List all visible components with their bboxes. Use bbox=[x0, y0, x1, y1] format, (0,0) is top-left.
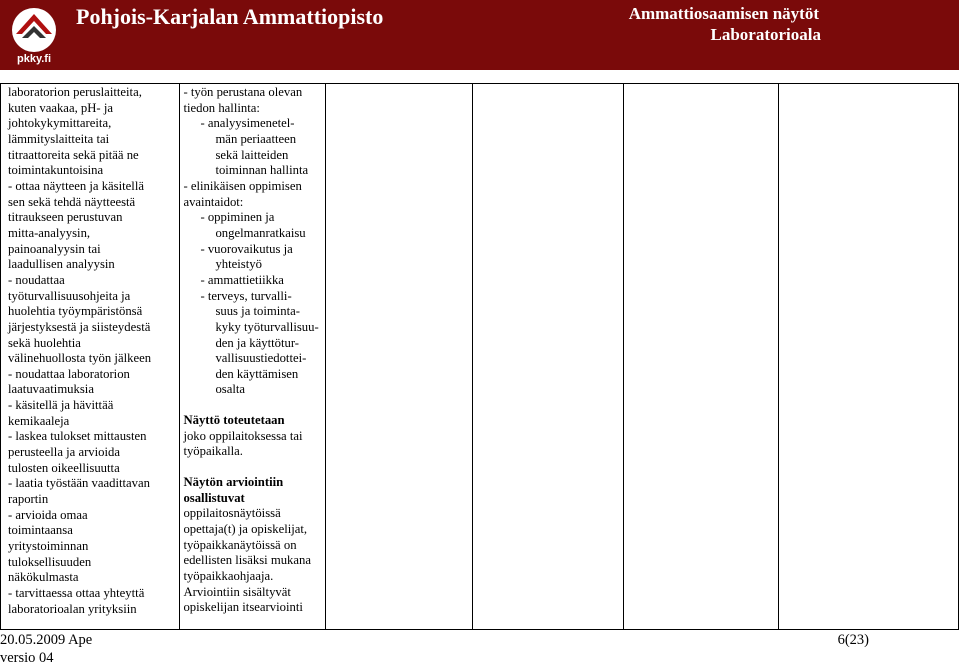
skill-line: - laskea tulokset mittausten bbox=[8, 429, 147, 444]
skills-cell bbox=[1, 84, 180, 630]
arviointi-heading-line: Näytön arviointiin bbox=[183, 475, 284, 490]
naytto-line: työpaikalla. bbox=[183, 444, 243, 459]
skill-line: lämmityslaitteita tai bbox=[8, 131, 110, 146]
skill-line: laatuvaatimuksia bbox=[8, 382, 94, 397]
skill-line: välinehuollosta työn jälkeen bbox=[8, 351, 152, 366]
logo-text: pkky.fi bbox=[16, 53, 52, 65]
arviointi-line: oppilaitosnäytöissä bbox=[183, 506, 281, 521]
knowledge-line: vallisuustiedottei- bbox=[215, 351, 307, 366]
footer-date: 20.05.2009 Ape bbox=[0, 632, 93, 648]
empty-cell-3 bbox=[326, 84, 473, 630]
skill-line: titraukseen perustuvan bbox=[8, 210, 123, 225]
skill-line: laboratorion peruslaitteita, bbox=[8, 85, 142, 99]
arviointi-line: edellisten lisäksi mukana bbox=[183, 553, 311, 568]
knowledge-line: - terveys, turvalli- bbox=[200, 288, 292, 303]
knowledge-line: - elinikäisen oppimisen bbox=[183, 178, 302, 193]
arviointi-heading bbox=[183, 475, 325, 506]
skill-line: - arvioida omaa bbox=[8, 507, 88, 522]
arviointi-line: opettaja(t) ja opiskelijat, bbox=[183, 522, 308, 537]
skill-line: huolehtia työympäristönsä bbox=[8, 304, 143, 319]
knowledge-line: den käyttämisen bbox=[215, 366, 299, 381]
header-bar bbox=[0, 0, 959, 70]
skill-line: tulosten oikeellisuutta bbox=[8, 460, 120, 475]
skill-line: - noudattaa laboratorion bbox=[8, 366, 130, 381]
doc-title: Ammattiosaamisen näytöt bbox=[628, 4, 819, 23]
knowledge-line: - ammattietiikka bbox=[200, 272, 284, 287]
empty-cell-6 bbox=[779, 84, 959, 630]
knowledge-line: suus ja toiminta- bbox=[215, 304, 301, 319]
skill-line: - tarvittaessa ottaa yhteyttä bbox=[8, 586, 145, 600]
skill-line: laadullisen analyysin bbox=[8, 257, 115, 272]
arviointi-line: työpaikkanäytöissä on bbox=[183, 537, 297, 552]
empty-cell-5 bbox=[623, 84, 779, 630]
knowledge-cell bbox=[180, 84, 326, 630]
page-number: 6(23) bbox=[837, 632, 869, 648]
knowledge-line: ongelmanratkaisu bbox=[215, 225, 306, 240]
skill-line: järjestyksestä ja siisteydestä bbox=[8, 319, 151, 334]
skill-line: - käsitellä ja hävittää bbox=[8, 398, 114, 413]
skill-line: toimintaansa bbox=[8, 523, 73, 538]
skill-line: titraattoreita sekä pitää ne bbox=[8, 147, 139, 162]
table-row bbox=[1, 84, 959, 630]
footer-left bbox=[0, 631, 92, 667]
knowledge-line: tiedon hallinta: bbox=[183, 100, 260, 115]
skill-line: toimintakuntoisina bbox=[8, 163, 104, 178]
skill-line: työturvallisuusohjeita ja bbox=[8, 288, 131, 303]
naytto-line: joko oppilaitoksessa tai bbox=[183, 428, 303, 443]
pkky-logo bbox=[6, 4, 62, 66]
skill-line: laboratorioalan yrityksiin bbox=[8, 601, 137, 616]
knowledge-line: den ja käyttötur- bbox=[215, 335, 300, 350]
skill-line: - noudattaa bbox=[8, 272, 65, 287]
knowledge-line: män periaatteen bbox=[215, 131, 297, 146]
knowledge-line: toiminnan hallinta bbox=[215, 163, 309, 178]
naytto-heading: Näyttö toteutetaan bbox=[183, 413, 285, 428]
knowledge-line: kyky työturvallisuu- bbox=[215, 319, 319, 334]
skill-line: johtokykymittareita, bbox=[8, 116, 112, 131]
skill-line: painoanalyysin tai bbox=[8, 241, 101, 256]
skill-line: perusteella ja arvioida bbox=[8, 445, 121, 460]
knowledge-line: sekä laitteiden bbox=[215, 147, 289, 162]
skill-line: sekä huolehtia bbox=[8, 335, 81, 350]
naytto-lines bbox=[183, 429, 325, 460]
skill-line: mitta-analyysin, bbox=[8, 225, 91, 240]
knowledge-line: osalta bbox=[215, 382, 246, 397]
arviointi-line: opiskelijan itsearviointi bbox=[183, 600, 303, 615]
footer-version: versio 04 bbox=[0, 650, 54, 666]
arviointi-lines bbox=[183, 506, 325, 616]
skills-list bbox=[8, 85, 179, 617]
knowledge-line: yhteistyö bbox=[215, 257, 262, 272]
knowledge-line: avaintaidot: bbox=[183, 194, 244, 209]
empty-cell-4 bbox=[473, 84, 623, 630]
skill-line: - ottaa näytteen ja käsitellä bbox=[8, 178, 144, 193]
skill-line: kemikaaleja bbox=[8, 413, 70, 428]
skill-line: kuten vaakaa, pH- ja bbox=[8, 100, 113, 115]
knowledge-line: - analyysimenetel- bbox=[200, 116, 295, 131]
arviointi-heading-line: osallistuvat bbox=[183, 490, 245, 505]
skill-line: - laatia työstään vaadittavan bbox=[8, 476, 150, 491]
skill-line: sen sekä tehdä näytteestä bbox=[8, 194, 136, 209]
arviointi-line: Arviointiin sisältyvät bbox=[183, 584, 291, 599]
knowledge-line: - oppiminen ja bbox=[200, 210, 275, 225]
skill-line: tuloksellisuuden bbox=[8, 554, 92, 569]
org-title: Pohjois-Karjalan Ammattiopisto bbox=[76, 4, 384, 29]
doc-subtitle: Laboratorioala bbox=[710, 25, 821, 44]
skill-line: yritystoiminnan bbox=[8, 539, 89, 554]
assessment-table bbox=[0, 83, 959, 630]
skill-line: raportin bbox=[8, 492, 49, 507]
knowledge-line: - vuorovaikutus ja bbox=[200, 241, 293, 256]
knowledge-list bbox=[183, 85, 325, 398]
skill-line: näkökulmasta bbox=[8, 570, 79, 585]
arviointi-line: työpaikkaohjaaja. bbox=[183, 569, 274, 584]
knowledge-line: - työn perustana olevan bbox=[183, 85, 303, 99]
